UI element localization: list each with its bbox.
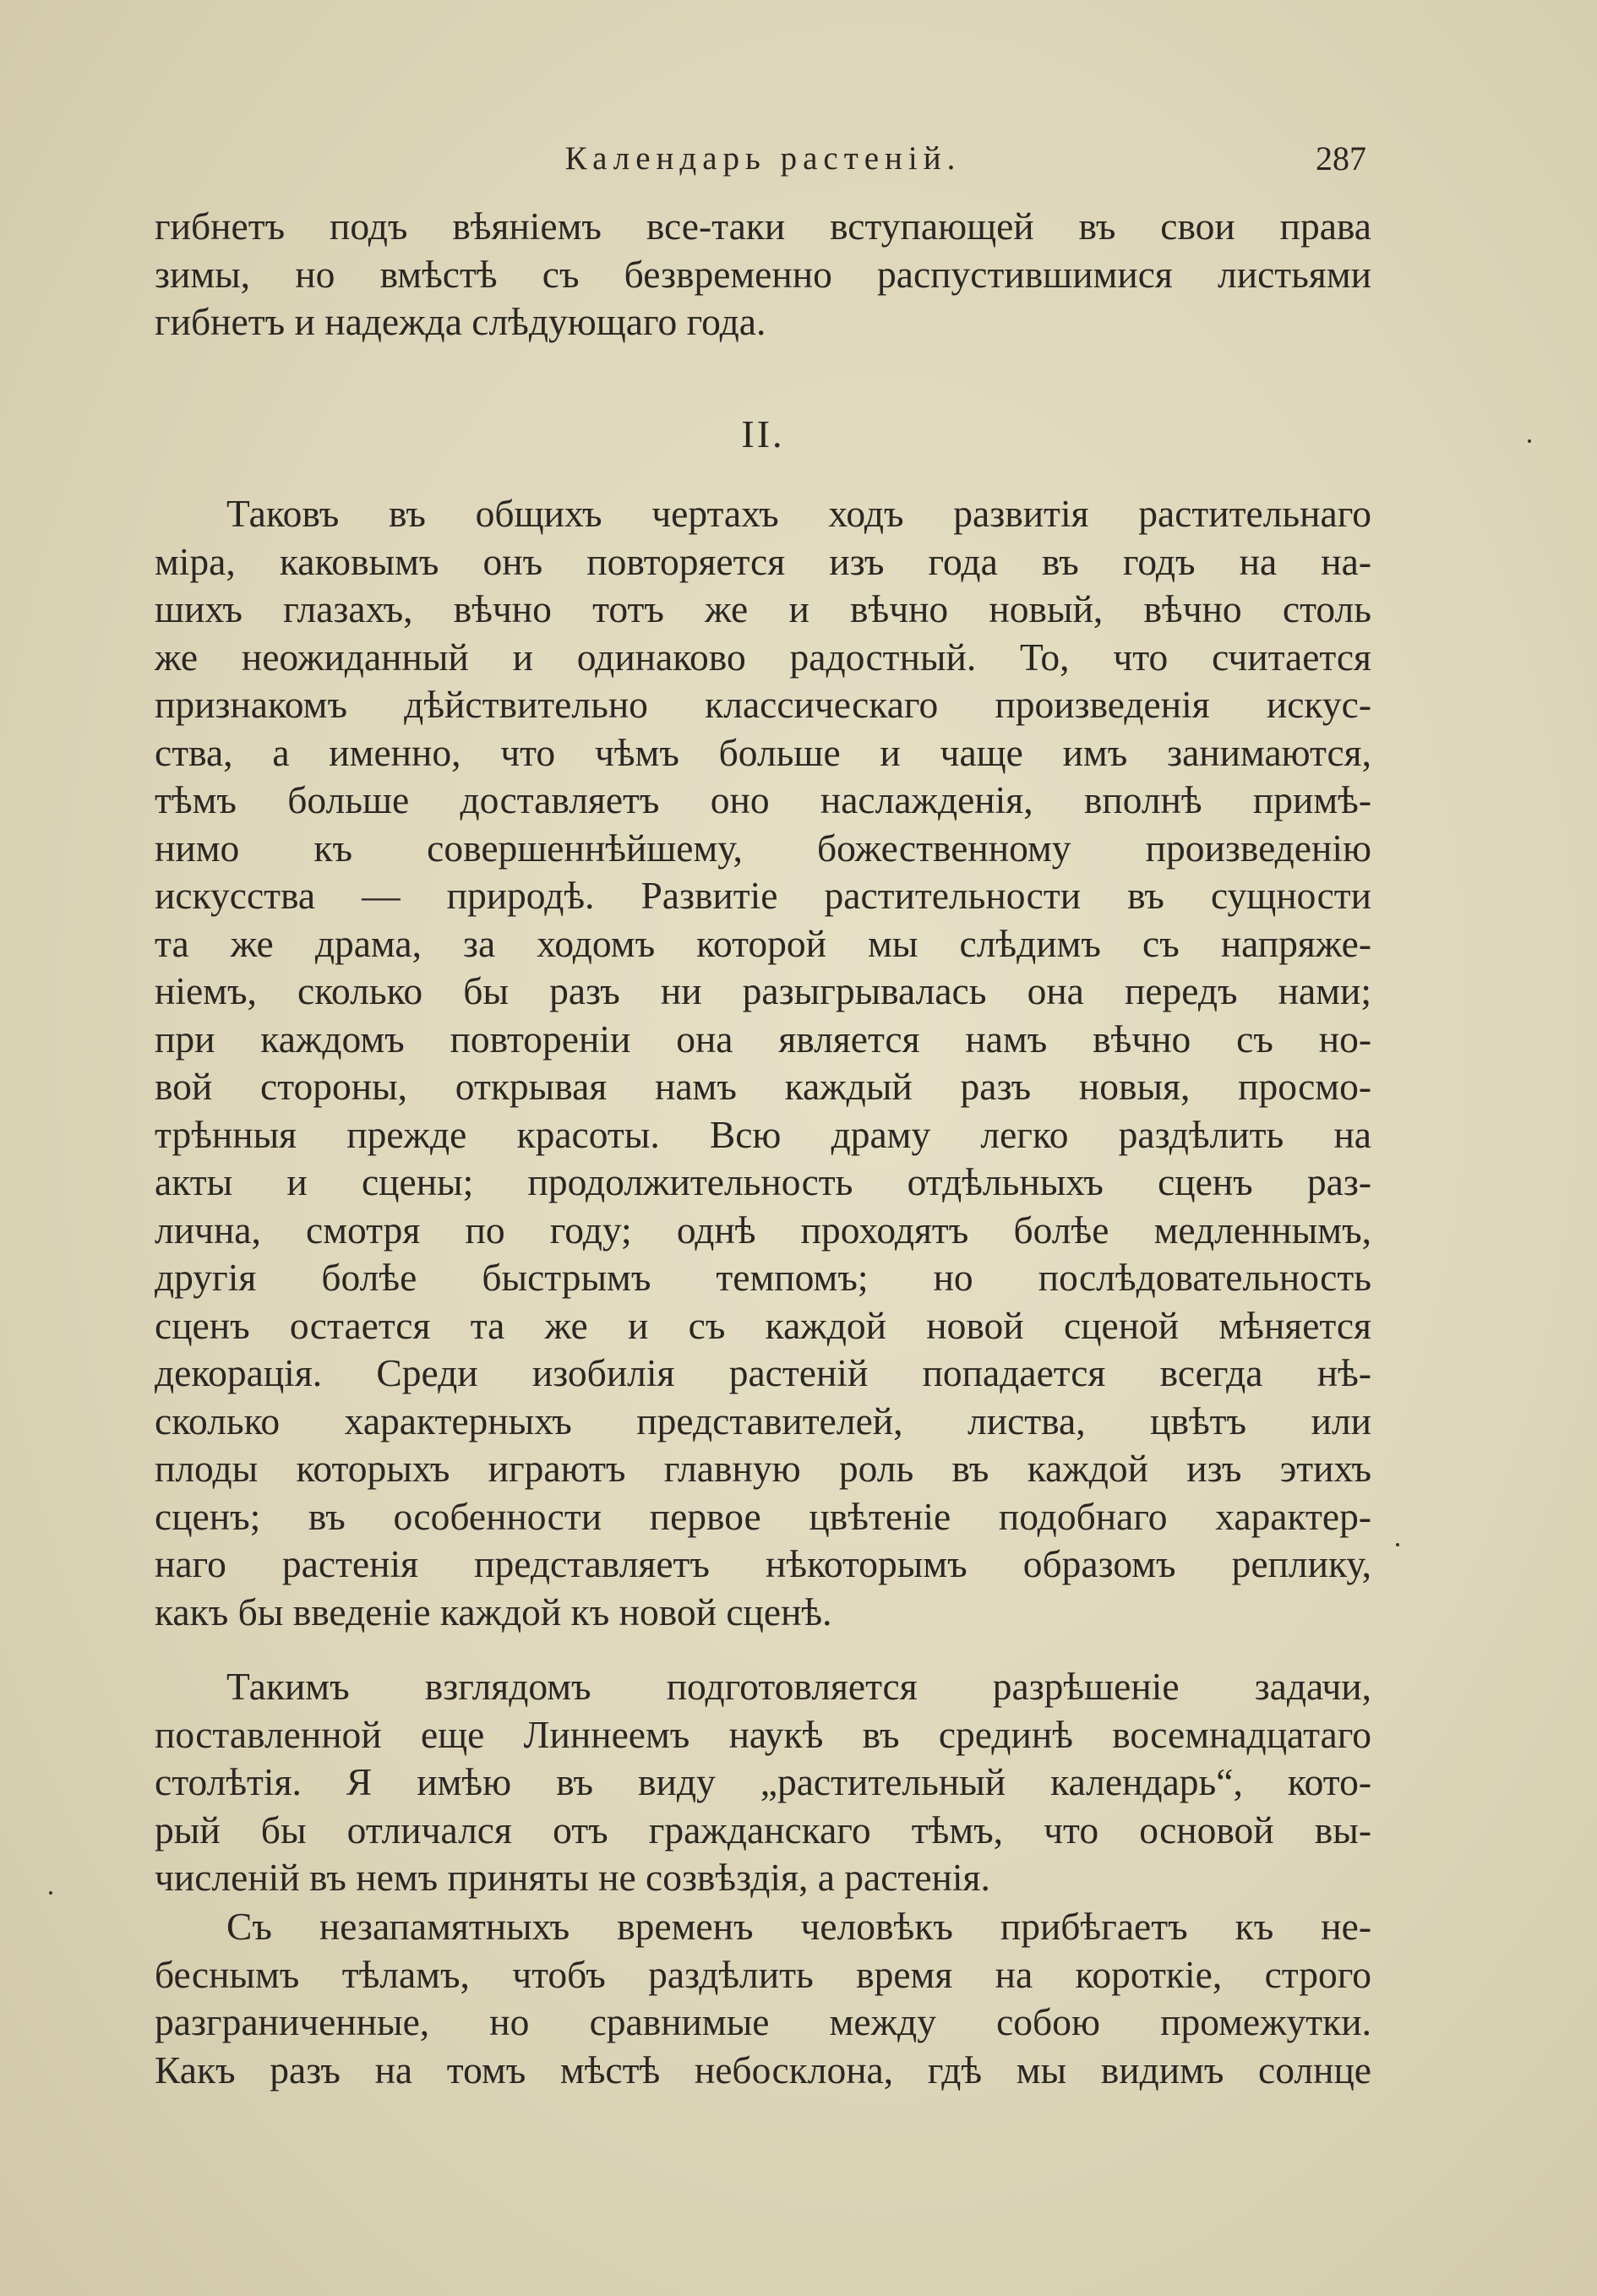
text-line: гибнетъ подъ вѣяніемъ все-таки вступающей въ свои права [155, 205, 1371, 248]
paper-speck [1528, 439, 1531, 443]
text-line: беснымъ тѣламъ, чтобъ раздѣлить время на короткіе, строго [155, 1952, 1371, 1996]
text-line: та же драма, за ходомъ которой мы слѣдимъ съ напряже- [155, 921, 1371, 965]
text-line: плоды которыхъ играютъ главную роль въ каждой изъ этихъ [155, 1447, 1371, 1490]
text-line: міра, каковымъ онъ повторяется изъ года въ годъ на на- [155, 539, 1371, 583]
paragraph [155, 490, 1371, 1636]
page-header [155, 134, 1371, 184]
paper-speck [49, 1891, 52, 1895]
text-line: другія болѣе быстрымъ темпомъ; но послѣдовательность [155, 1256, 1371, 1299]
text-line: зимы, но вмѣстѣ съ безвременно распустившимися листьями [155, 252, 1371, 296]
text-line: какъ бы введеніе каждой къ новой сценѣ. [155, 1590, 832, 1633]
text-line: лична, смотря по году; однѣ проходятъ болѣе медленнымъ, [155, 1208, 1371, 1252]
text-line: сценъ остается та же и съ каждой новой сценой мѣняется [155, 1303, 1371, 1347]
text-line: поставленной еще Линнеемъ наукѣ въ срединѣ восемнадцатаго [155, 1712, 1371, 1756]
text-line: Какъ разъ на томъ мѣстѣ небосклона, гдѣ мы видимъ солнце [155, 2048, 1371, 2091]
text-line: сценъ; въ особенности первое цвѣтеніе подобнаго характер- [155, 1494, 1371, 1538]
text-line: ніемъ, сколько бы разъ ни разыгрывалась она передъ нами; [155, 969, 1371, 1012]
text-line: наго растенія представляетъ нѣкоторымъ образомъ реплику, [155, 1542, 1371, 1585]
continued-paragraph [155, 203, 1371, 346]
text-line: Таковъ въ общихъ чертахъ ходъ развитія растительнаго [226, 492, 1371, 535]
text-line: признакомъ дѣйствительно классическаго произведенія искус- [155, 683, 1371, 726]
text-line: нимо къ совершеннѣйшему, божественному произведенію [155, 826, 1371, 870]
text-line: сколько характерныхъ представителей, листва, цвѣтъ или [155, 1399, 1371, 1442]
text-line: декорація. Среди изобилія растеній попадается всегда нѣ- [155, 1351, 1371, 1394]
text-line: рый бы отличался отъ гражданскаго тѣмъ, что основой вы- [155, 1808, 1371, 1852]
text-line: искусства — природѣ. Развитіе растительности въ сущности [155, 874, 1371, 917]
text-line: же неожиданный и одинаково радостный. То, что считается [155, 635, 1371, 679]
text-line: гибнетъ и надежда слѣдующаго года. [155, 300, 766, 343]
text-line: трѣнныя прежде красоты. Всю драму легко раздѣлить на [155, 1112, 1371, 1156]
text-line: численій въ немъ приняты не созвѣздія, а растенія. [155, 1856, 990, 1899]
section-heading: II. [741, 412, 785, 455]
text-line: столѣтія. Я имѣю въ виду „растительный календарь“, кото- [155, 1760, 1371, 1803]
text-line: вой стороны, открывая намъ каждый разъ новыя, просмо- [155, 1065, 1371, 1108]
text-line: разграниченные, но сравнимые между собою промежутки. [155, 2000, 1371, 2043]
text-line: Такимъ взглядомъ подготовляется разрѣшеніе задачи, [226, 1665, 1371, 1708]
page-number: 287 [1316, 139, 1366, 177]
text-line: шихъ глазахъ, вѣчно тотъ же и вѣчно новый, вѣчно столь [155, 587, 1371, 630]
paragraph [155, 1663, 1371, 1902]
text-line: акты и сцены; продолжительность отдѣльныхъ сценъ раз- [155, 1160, 1371, 1203]
text-line: ства, а именно, что чѣмъ больше и чаще имъ занимаются, [155, 730, 1371, 774]
running-title: Календарь растеній. [564, 140, 962, 177]
text-line: Съ незапамятныхъ временъ человѣкъ прибѣгаетъ къ не- [226, 1905, 1371, 1948]
paragraph [155, 1903, 1371, 2094]
text-line: тѣмъ больше доставляетъ оно наслажденія, вполнѣ примѣ- [155, 778, 1371, 821]
text-line: при каждомъ повтореніи она является намъ вѣчно съ но- [155, 1017, 1371, 1061]
paper-speck [1396, 1543, 1399, 1546]
